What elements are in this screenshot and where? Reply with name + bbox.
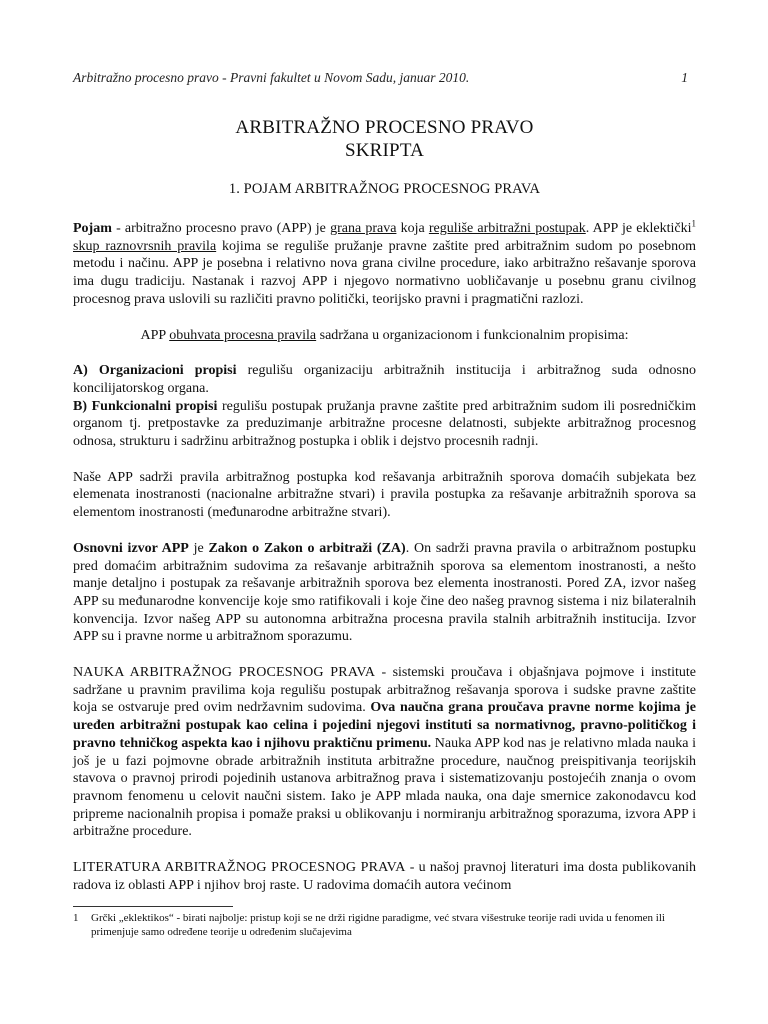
nauka-bold-definition: Ova naučna grana proučava pravne norme kojima je uređen arbitražni postupak kao celina i pojedini njegovi instituti sa normativnog, pravno-političkog i pravno tehničkog aspekta kao i njihovu praktičnu primenu. bbox=[73, 700, 697, 751]
footnote-reference[interactable]: 1 bbox=[691, 218, 696, 229]
title-line-1: ARBITRAŽNO PROCESNO PRAVO bbox=[235, 117, 534, 138]
paragraph-nase-app: Naše APP sadrži pravila arbitražnog postupka kod rešavanja arbitražnih sporova domaćih subjekata bez elemenata inostranosti (nacionalne arbitražne stvari) i pravila postupka za rešavanje arbitražnih sporova sa elementom inostranosti (međunarodne arbitražne stvari). bbox=[73, 469, 696, 521]
paragraph-funkcionalni: B) Funkcionalni propisi regulišu postupak pružanja pravne zaštite pred arbitražnim sudom ili posredničkim organom tj. pretpostavke za preduzimanje arbitražne procesne delatnosti, subjekte arbitražnog procesnog odnosa, strukturu i sadržinu arbitražnog postupka i oblik i dejstvo procesnih radnji. bbox=[73, 398, 696, 450]
title-line-2: SKRIPTA bbox=[344, 140, 425, 161]
running-title: Arbitražno procesno pravo - Pravni fakultet u Novom Sadu, januar 2010. bbox=[73, 70, 470, 85]
term-skup-pravila: skup raznovrsnih pravila bbox=[73, 238, 217, 254]
document-page bbox=[73, 70, 696, 939]
term-procesna-pravila: obuhvata procesna pravila bbox=[169, 327, 317, 343]
zakon-o-arbitrazi: Zakon o Zakon o arbitraži (ZA) bbox=[208, 540, 406, 556]
paragraph-literatura: LITERATURA ARBITRAŽNOG PROCESNOG PRAVA - u našoj pravnoj literaturi ima dosta publikovanih radova iz oblasti APP i njihov broj raste. U radovima domaćih autora većinom bbox=[73, 860, 696, 893]
literatura-heading: LITERATURA ARBITRAŽNOG PROCESNOG PRAVA bbox=[73, 860, 406, 876]
funkcionalni-label: B) Funkcionalni propisi bbox=[73, 398, 218, 414]
term-regulise: reguliše arbitražni postupak bbox=[428, 221, 586, 236]
section-heading: 1. POJAM ARBITRAŽNOG PROCESNOG PRAVA bbox=[228, 181, 541, 197]
footnote bbox=[73, 911, 696, 939]
document-title bbox=[73, 116, 696, 162]
term-grana-prava: grana prava bbox=[330, 221, 397, 236]
footnote-text: Grčki „eklektikos“ - birati najbolje: pristup koji se ne drži rigidne paradigme, već stvara višestruke teorije radi uvida u fenomen ili primenjuje samo određene teorije u određenim slučajevima bbox=[91, 911, 665, 938]
page-number: 1 bbox=[681, 70, 688, 85]
nauka-heading: NAUKA ARBITRAŽNOG PROCESNOG PRAVA bbox=[73, 665, 376, 681]
paragraph-izvor: Osnovni izvor APP je Zakon o Zakon o arbitraži (ZA). On sadrži pravna pravila o arbitražnom postupku pred domaćim arbitražnim sudovima za rešavanje arbitražnih sporova sa elementom inostranosti, a nešto manje detaljno i postupak za rešavanje arbitražnih sporova bez elementa inostranosti. Pored ZA, izvor našeg APP su međunarodne konvencije koje smo ratifikovali i koje čine deo našeg pravnog sistema i niz bilateralnih konvencija. Izvor našeg APP su autonomna arbitražna procesna pravila stalnih arbitražnih institucija. Izvor APP su i pravne norme u arbitražnom sporazumu. bbox=[73, 540, 696, 645]
paragraph-pojam: Pojam - arbitražno procesno pravo (APP) je grana prava koja reguliše arbitražni postupak. APP je eklektički$^1$ skup raznovrsnih pravila kojima se reguliše pružanje pravne zaštite pred arbitražnim sudom po posebnom metodu i načinu. APP je posebna i relativno nova grana civilne procedure, iako arbitražno rešavanje sporova ima dugu tradiciju. Nastanak i razvoj APP i njegovo normativno uobličavanje u posebnu granu civilnog procesnog prava uslovili su različiti pravno politički, teorijsko pravni i pragmatični razlozi. bbox=[73, 218, 696, 307]
izvor-label: Osnovni izvor APP bbox=[73, 540, 189, 556]
footnote-number: 1 bbox=[73, 911, 79, 924]
paragraph-nauka: NAUKA ARBITRAŽNOG PROCESNOG PRAVA - sistemski proučava i objašnjava pojmove i institute sadržane u pravnim pravilima koja regulišu postupak arbitražnog rešavanja sporova i sudske pravne zaštite koja se ostvaruje pred ovim nedržavnim sudovima. Ova naučna grana proučava pravne norme kojima je uređen arbitražni postupak kao celina i pojedini njegovi instituti sa normativnog, pravno-političkog i pravno tehničkog aspekta kao i njihovu praktičnu primenu. Nauka APP kod nas je relativno mlada nauka i još je u fazi pojmovne obrade arbitražnih instituta arbitražne procedure, naučnog preispitivanja teorijskih stavova o pravnoj prirodi pojedinih ustanova arbitražnog prava i sistematizovanju postojećih znanja o ovom pravnom fenomenu u celovit naučni sistem. Iako je APP mlada nauka, ona daje smernice zakonodavcu kod pripreme nacionalnih propisa i pomaže praksi u oblikovanju i normiranju arbitražnog sporazuma, izvora APP i arbitražne procedure. bbox=[73, 665, 697, 840]
paragraph-obuhvata: APP obuhvata procesna pravila sadržana u organizacionom i funkcionalnim propisima: bbox=[140, 327, 629, 343]
paragraph-organizacioni: A) Organizacioni propisi regulišu organizaciju arbitražnih institucija i arbitražnog suda odnosno koncilijatorskog organa. bbox=[73, 363, 696, 396]
pojam-label: Pojam bbox=[73, 221, 112, 236]
footnote-divider bbox=[73, 906, 233, 907]
organizacioni-label: A) Organizacioni propisi bbox=[73, 363, 237, 379]
running-header bbox=[73, 70, 696, 86]
